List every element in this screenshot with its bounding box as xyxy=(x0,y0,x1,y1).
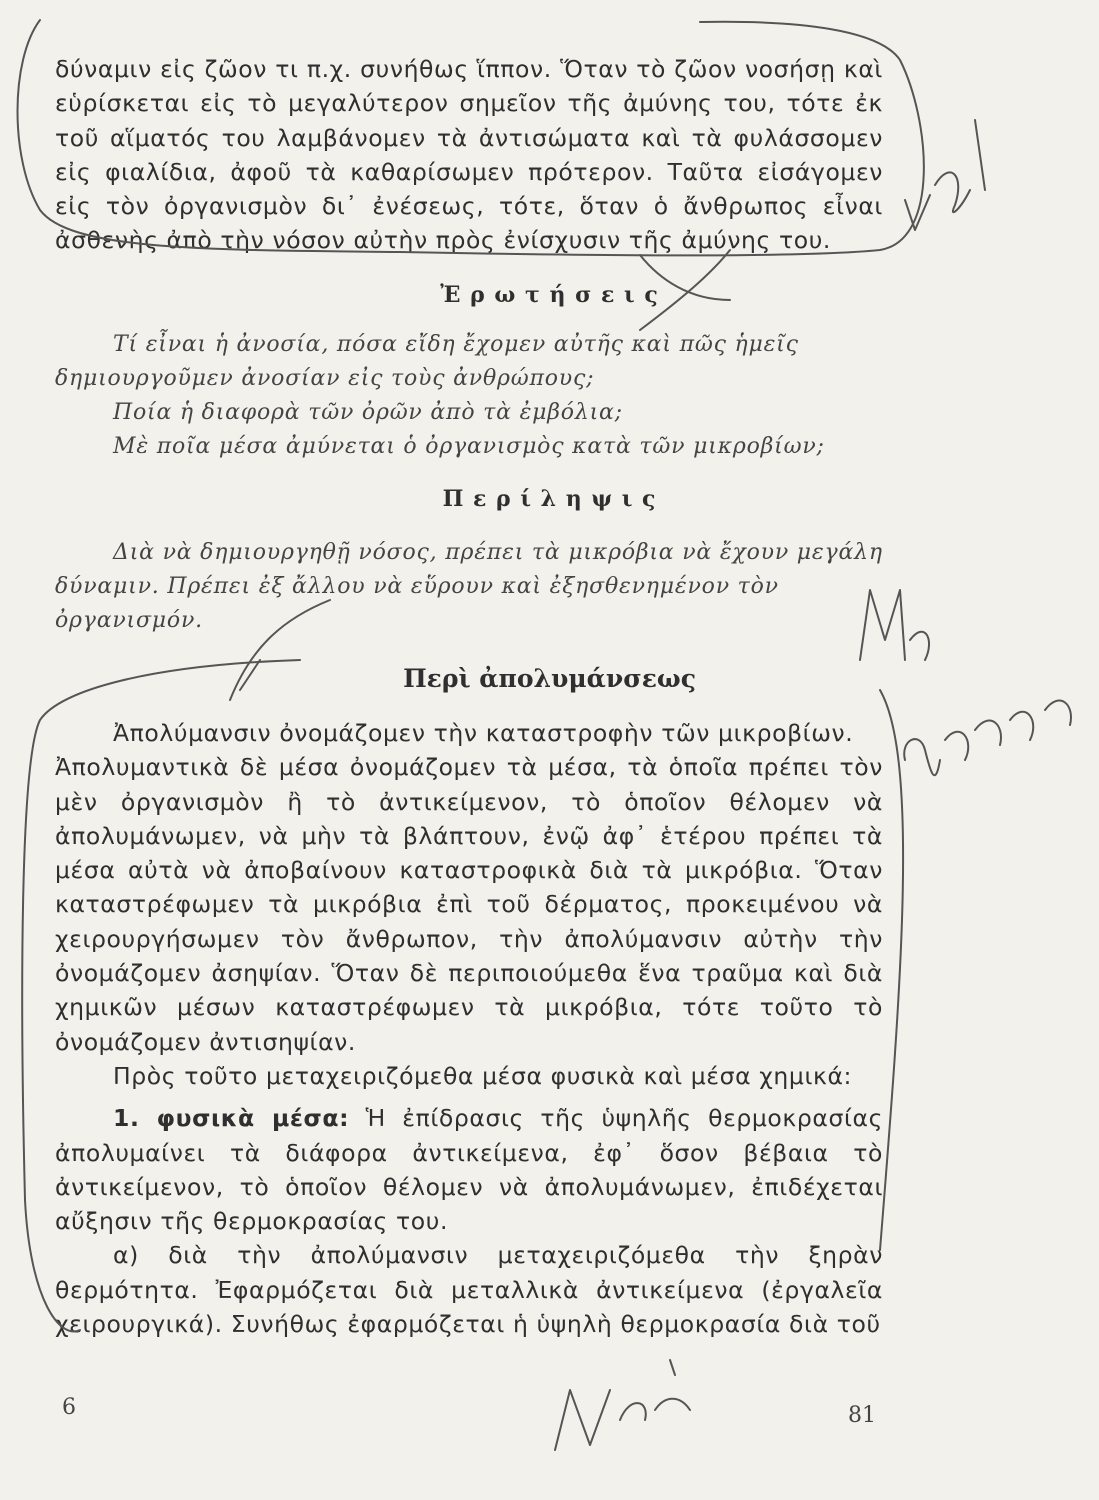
paragraph: Ἀπολύμανσιν ὀνομάζομεν τὴν καταστροφὴν τῶν μικροβίων. xyxy=(113,719,854,747)
page-number-right: 81 xyxy=(848,1403,876,1428)
intro-paragraph xyxy=(55,52,883,258)
page-number-left: 6 xyxy=(62,1395,76,1420)
questions-heading: Ἐ ρ ω τ ή σ ε ι ς xyxy=(440,282,659,308)
question-item: Μὲ ποῖα μέσα ἀμύνεται ὁ ὀργανισμὸς κατὰ τῶν μικροβίων; xyxy=(113,434,825,459)
scribble-diadosis xyxy=(904,701,1071,776)
list-item: α) διὰ τὴν ἀπολύμανσιν μεταχειριζόμεθα τὴν ξηρὰν θερμότητα. Ἐφαρμόζεται διὰ μεταλλικὰ ἀντικείμενα (ἐργαλεῖα χειρουργικά). Συνήθως ἐφαρμόζεται ἡ ὑψηλὴ θερμοκρασία διὰ τοῦ xyxy=(55,1241,883,1339)
question-item: Τί εἶναι ἡ ἀνοσία, πόσα εἴδη ἔχομεν αὐτῆς καὶ πῶς ἡμεῖς δημιουργοῦμεν ἀνοσίαν εἰς τοὺς ἀνθρώπους; xyxy=(55,332,799,391)
list-item xyxy=(55,1101,883,1238)
scribble-kai xyxy=(905,120,985,230)
scribble-nai xyxy=(555,1360,690,1450)
paragraph: Πρὸς τοῦτο μεταχειριζόμεθα μέσα φυσικὰ καὶ μέσα χημικά: xyxy=(113,1061,853,1090)
paragraph: δύναμιν εἰς ζῶον τι π.χ. συνήθως ἵππον. Ὅταν τὸ ζῶον νοσήσῃ καὶ εὑρίσκεται εἰς τὸ μεγαλύτερον σημεῖον τῆς ἀμύνης του, τότε ἐκ τοῦ αἵματός του λαμβάνομεν τὰ ἀντισώματα καὶ τὰ φυλάσσομεν εἰς φιαλίδια, ἀφοῦ τὰ καθαρίσωμεν πρότερον. Ταῦτα εἰσάγομεν εἰς τὸν ὀργανισμὸν δι᾽ ἐνέσεως, τότε, ὅταν ὁ ἄνθρωπος εἶναι ἀσθενὴς ἀπὸ τὴν νόσον αὐτὴν πρὸς ἐνίσχυσιν τῆς ἀμύνης του. xyxy=(55,55,883,255)
section-title: Περὶ ἀπολυμάνσεως xyxy=(403,664,696,693)
summary-heading: Π ε ρ ί λ η ψ ι ς xyxy=(442,486,657,512)
question-item: Ποία ἡ διαφορὰ τῶν ὀρῶν ἀπὸ τὰ ἐμβόλια; xyxy=(113,400,623,425)
item-text: Ἡ ἐπίδρασις τῆς ὑψηλῆς θερμοκρασίας ἀπολυμαίνει τὰ διάφορα ἀντικείμενα, ἐφ᾽ ὅσον βέβαια τὸ ἀντικείμενον, τὸ ὁποῖον θέλομεν νὰ ἀπολυμάνωμεν, ἐπιδέχεται αὔξησιν τῆς θερμοκρασίας του. xyxy=(55,1104,883,1236)
summary-block xyxy=(55,536,883,638)
section-body xyxy=(55,716,883,1341)
item-label: 1. φυσικὰ μέσα: xyxy=(113,1104,350,1133)
questions-list xyxy=(55,328,883,464)
summary-text: Διὰ νὰ δημιουργηθῇ νόσος, πρέπει τὰ μικρόβια νὰ ἔχουν μεγάλη δύναμιν. Πρέπει ἐξ ἄλλου νὰ εὕρουν καὶ ἐξησθενημένον τὸν ὀργανισμόν. xyxy=(55,540,883,633)
paragraph: Ἀπολυμαντικὰ δὲ μέσα ὀνομάζομεν τὰ μέσα, τὰ ὁποῖα πρέπει τὸν μὲν ὀργανισμὸν ἢ τὸ ἀντικείμενον, τὸ ὁποῖον θέλομεν νὰ ἀπολυμάνωμεν, νὰ μὴν τὰ βλάπτουν, ἐνῷ ἀφ᾽ ἑτέρου πρέπει τὰ μέσα αὐτὰ νὰ ἀποβαίνουν καταστροφικὰ διὰ τὰ μικρόβια. Ὅταν καταστρέφωμεν τὰ μικρόβια ἐπὶ τοῦ δέρματος, προκειμένου νὰ χειρουργήσωμεν τὸν ἄνθρωπον, τὴν ἀπολύμανσιν αὐτὴν τὴν ὀνομάζομεν ἀσηψίαν. Ὅταν δὲ περιποιούμεθα ἕνα τραῦμα καὶ διὰ χημικῶν μέσων καταστρέφωμεν τὰ μικρόβια, τότε τοῦτο τὸ ὀνομάζομεν ἀντισηψίαν. xyxy=(55,753,883,1056)
